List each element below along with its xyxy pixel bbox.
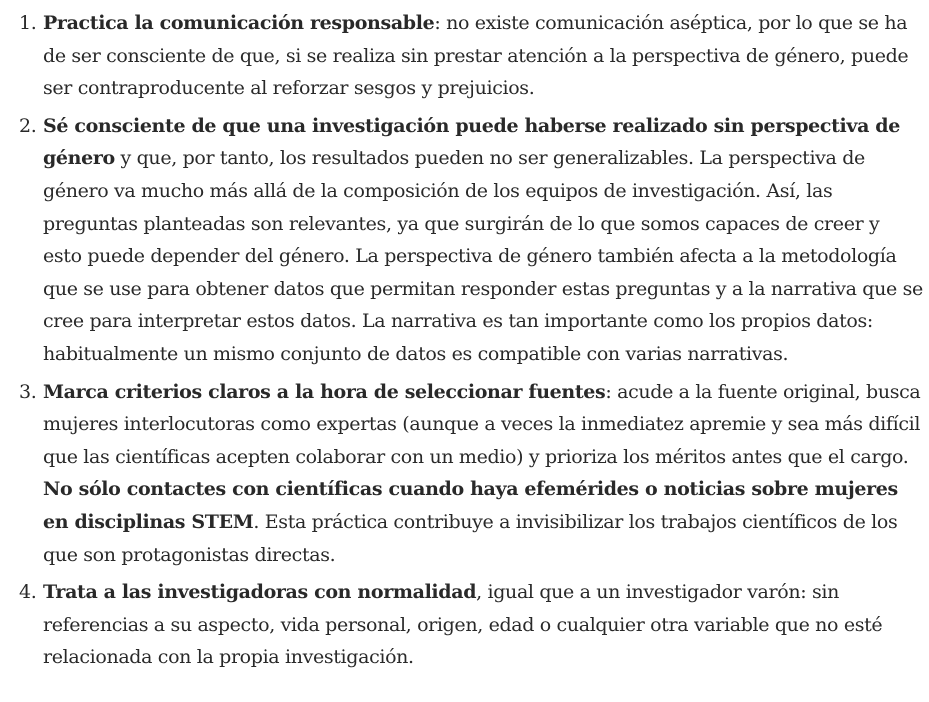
item-paragraph (43, 110, 923, 371)
item-number: 4. (19, 581, 37, 604)
item-text: y que, por tanto, los resultados pueden no ser generalizables. La perspectiva de género va mucho más allá de la composición de los equipos de investigación. Así, las preguntas planteadas son relevantes, ya que surgirán de lo que somos capaces de creer y esto puede depender del género. La perspectiva de género también afecta a la metodología que se use para obtener datos que permitan responder estas preguntas y a la narrativa que se cree para interpretar estos datos. La narrativa es tan importante como los propios datos: habitualmente un mismo conjunto de datos es compatible con varias narrativas. (43, 147, 923, 365)
list-item (0, 376, 929, 572)
item-number: 3. (19, 380, 37, 403)
item-lead: Trata a las investigadoras con normalidad (43, 581, 477, 604)
item-text: : acude a la fuente original, busca mujeres interlocutoras como expertas (aunque a veces la inmediatez apremie y sea más difícil que las científicas acepten colaborar con un medio) y prioriza los méritos antes que el cargo. (43, 380, 921, 468)
item-text: , igual que a un investigador varón: sin referencias a su aspecto, vida personal, origen, edad o cualquier otra variable que no esté relacionada con la propia investigación. (43, 581, 883, 669)
list-item (0, 7, 929, 105)
item-number: 1. (19, 12, 37, 34)
item-paragraph (43, 376, 923, 474)
item-text: : no existe comunicación aséptica, por lo que se ha de ser consciente de que, si se realiza sin prestar atención a la perspectiva de género, puede ser contraproducente al reforzar sesgos y prejuicios. (43, 12, 909, 100)
item-paragraph-secondary (43, 473, 923, 571)
guidelines-list (0, 7, 929, 679)
item-lead: Sé consciente de que una investigación puede haberse realizado sin perspectiva de género (43, 114, 900, 170)
list-item (0, 110, 929, 371)
item-lead-secondary: No sólo contactes con científicas cuando haya efemérides o noticias sobre mujeres en disciplinas STEM (43, 478, 898, 533)
item-paragraph (43, 576, 923, 674)
item-number: 2. (19, 114, 37, 137)
item-lead: Marca criterios claros a la hora de seleccionar fuentes (43, 380, 606, 403)
item-text-secondary: . Esta práctica contribuye a invisibilizar los trabajos científicos de los que son protagonistas directas. (43, 510, 898, 566)
item-paragraph (43, 7, 923, 105)
list-item (0, 576, 929, 674)
item-lead: Practica la comunicación responsable (43, 12, 435, 34)
